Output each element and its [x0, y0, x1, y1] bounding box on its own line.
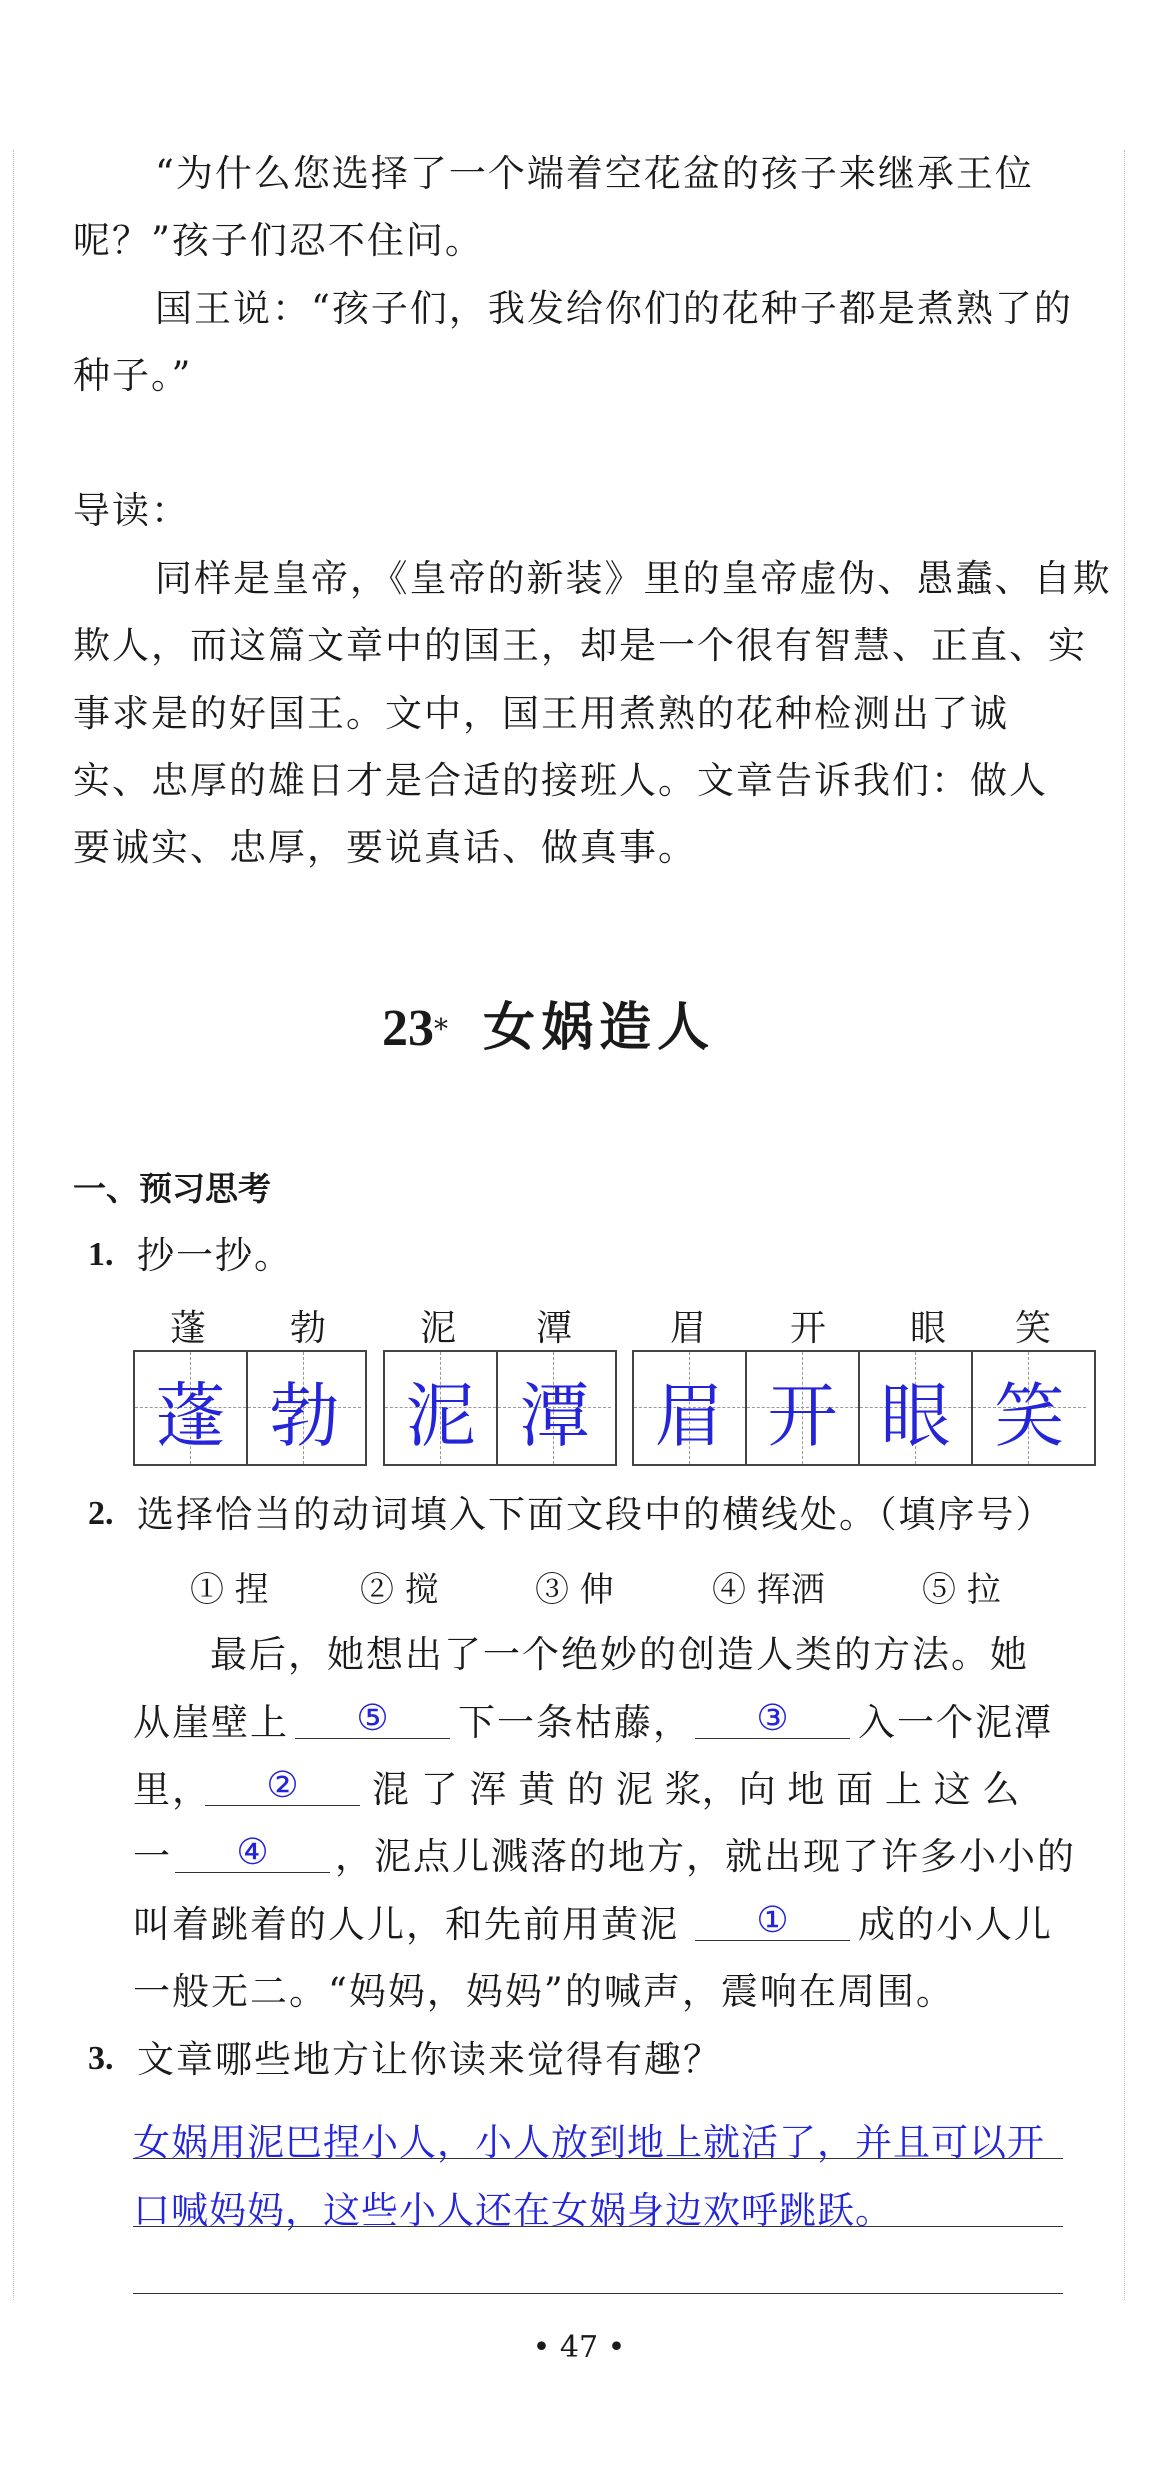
margin-rule-right — [1124, 150, 1125, 2300]
blank-3[interactable]: ② — [205, 1767, 360, 1806]
copy-char: 蓬 — [170, 1308, 207, 1349]
lesson-number: 23 — [382, 1000, 434, 1057]
guide-line: 实、忠厚的雄日才是合适的接班人。文章告诉我们：做人 — [73, 759, 1048, 802]
copy-char: 笑 — [1015, 1308, 1052, 1349]
passage-text: 里， — [133, 1768, 211, 1811]
margin-rule-left — [13, 150, 14, 2300]
handwritten-char: 勃 — [269, 1375, 340, 1457]
passage-text: 下一条枯藤， — [458, 1701, 692, 1744]
lesson-name: 女娲造人 — [483, 998, 716, 1058]
handwritten-char: 眼 — [880, 1375, 951, 1457]
question-number: 3. — [88, 2040, 114, 2077]
copy-char: 眼 — [910, 1308, 947, 1349]
handwritten-char: 蓬 — [155, 1375, 226, 1457]
answer-line[interactable] — [133, 2226, 1063, 2227]
grid-cell[interactable] — [135, 1352, 248, 1464]
option: ③ 伸 — [535, 1570, 614, 1610]
story-line: 种子。” — [73, 354, 193, 397]
blank-4[interactable]: ④ — [175, 1834, 330, 1873]
story-line: “为什么您选择了一个端着空花盆的孩子来继承王位 — [155, 152, 1034, 195]
lesson-star: * — [434, 1012, 448, 1046]
lesson-title — [382, 985, 715, 1060]
question-number: 2. — [88, 1495, 114, 1532]
copy-char: 开 — [790, 1308, 827, 1349]
grid-cell[interactable] — [385, 1352, 498, 1464]
option: ④ 挥洒 — [712, 1570, 825, 1610]
writing-grid — [632, 1350, 1096, 1466]
handwritten-char: 开 — [767, 1375, 838, 1457]
story-line: 呢？”孩子们忍不住问。 — [73, 219, 484, 262]
guide-heading: 导读： — [73, 489, 190, 532]
question-prompt: 文章哪些地方让你读来觉得有趣？ — [137, 2038, 722, 2081]
handwritten-answer: 女娲用泥巴捏小人，小人放到地上就活了，并且可以开 — [133, 2121, 1045, 2164]
guide-line: 同样是皇帝，《皇帝的新装》里的皇帝虚伪、愚蠢、自欺 — [155, 557, 1112, 600]
question-prompt: 抄一抄。 — [137, 1234, 293, 1277]
passage-text: 入一个泥潭 — [858, 1701, 1053, 1744]
writing-grid — [383, 1350, 617, 1466]
passage-line: 一般无二。“妈妈，妈妈”的喊声，震响在周围。 — [133, 1970, 955, 2013]
grid-cell[interactable] — [747, 1352, 860, 1464]
guide-line: 事求是的好国王。文中，国王用煮熟的花种检测出了诚 — [73, 692, 1009, 735]
grid-cell[interactable] — [634, 1352, 747, 1464]
handwritten-char: 泥 — [405, 1375, 476, 1457]
handwritten-char: 潭 — [519, 1375, 590, 1457]
handwritten-char: 眉 — [654, 1375, 725, 1457]
option: ⑤ 拉 — [922, 1570, 1001, 1610]
question-number: 1. — [88, 1236, 114, 1273]
blank-1[interactable]: ⑤ — [295, 1700, 450, 1739]
copy-char: 勃 — [290, 1308, 327, 1349]
passage-text: 叫着跳着的人儿，和先前用黄泥 — [133, 1903, 679, 1946]
handwritten-answer: 口喊妈妈，这些小人还在女娲身边欢呼跳跃。 — [133, 2189, 893, 2232]
section-heading: 一、预习思考 — [73, 1169, 271, 1208]
grid-cell[interactable] — [973, 1352, 1086, 1464]
option: ① 捏 — [190, 1570, 269, 1610]
grid-cell[interactable] — [248, 1352, 361, 1464]
option: ② 搅 — [360, 1570, 439, 1610]
passage-text: 一 — [133, 1835, 172, 1878]
answer-line[interactable] — [133, 2293, 1063, 2294]
blank-2[interactable]: ③ — [695, 1700, 850, 1739]
answer-line[interactable] — [133, 2158, 1063, 2159]
guide-line: 要诚实、忠厚，要说真话、做真事。 — [73, 826, 697, 869]
grid-cell[interactable] — [498, 1352, 611, 1464]
guide-line: 欺人，而这篇文章中的国王，却是一个很有智慧、正直、实 — [73, 624, 1087, 667]
blank-5[interactable]: ① — [695, 1902, 850, 1941]
question-prompt: 选择恰当的动词填入下面文段中的横线处。（填序号） — [137, 1493, 1055, 1536]
passage-line: 最后，她想出了一个绝妙的创造人类的方法。她 — [210, 1633, 1029, 1676]
handwritten-char: 笑 — [994, 1375, 1065, 1457]
page-number: • 47 • — [532, 2330, 626, 2365]
copy-char: 泥 — [420, 1308, 457, 1349]
writing-grid — [133, 1350, 367, 1466]
passage-text: 成的小人儿 — [858, 1903, 1053, 1946]
passage-text: ，泥点儿溅落的地方，就出现了许多小小的 — [335, 1835, 1076, 1878]
passage-text: 混 了 浑 黄 的 泥 浆，向 地 面 上 这 么 — [372, 1768, 1020, 1811]
grid-cell[interactable] — [860, 1352, 973, 1464]
passage-text: 从崖壁上 — [133, 1701, 289, 1744]
story-line: 国王说：“孩子们，我发给你们的花种子都是煮熟了的 — [155, 287, 1073, 330]
copy-char: 眉 — [670, 1308, 707, 1349]
copy-char: 潭 — [536, 1308, 573, 1349]
